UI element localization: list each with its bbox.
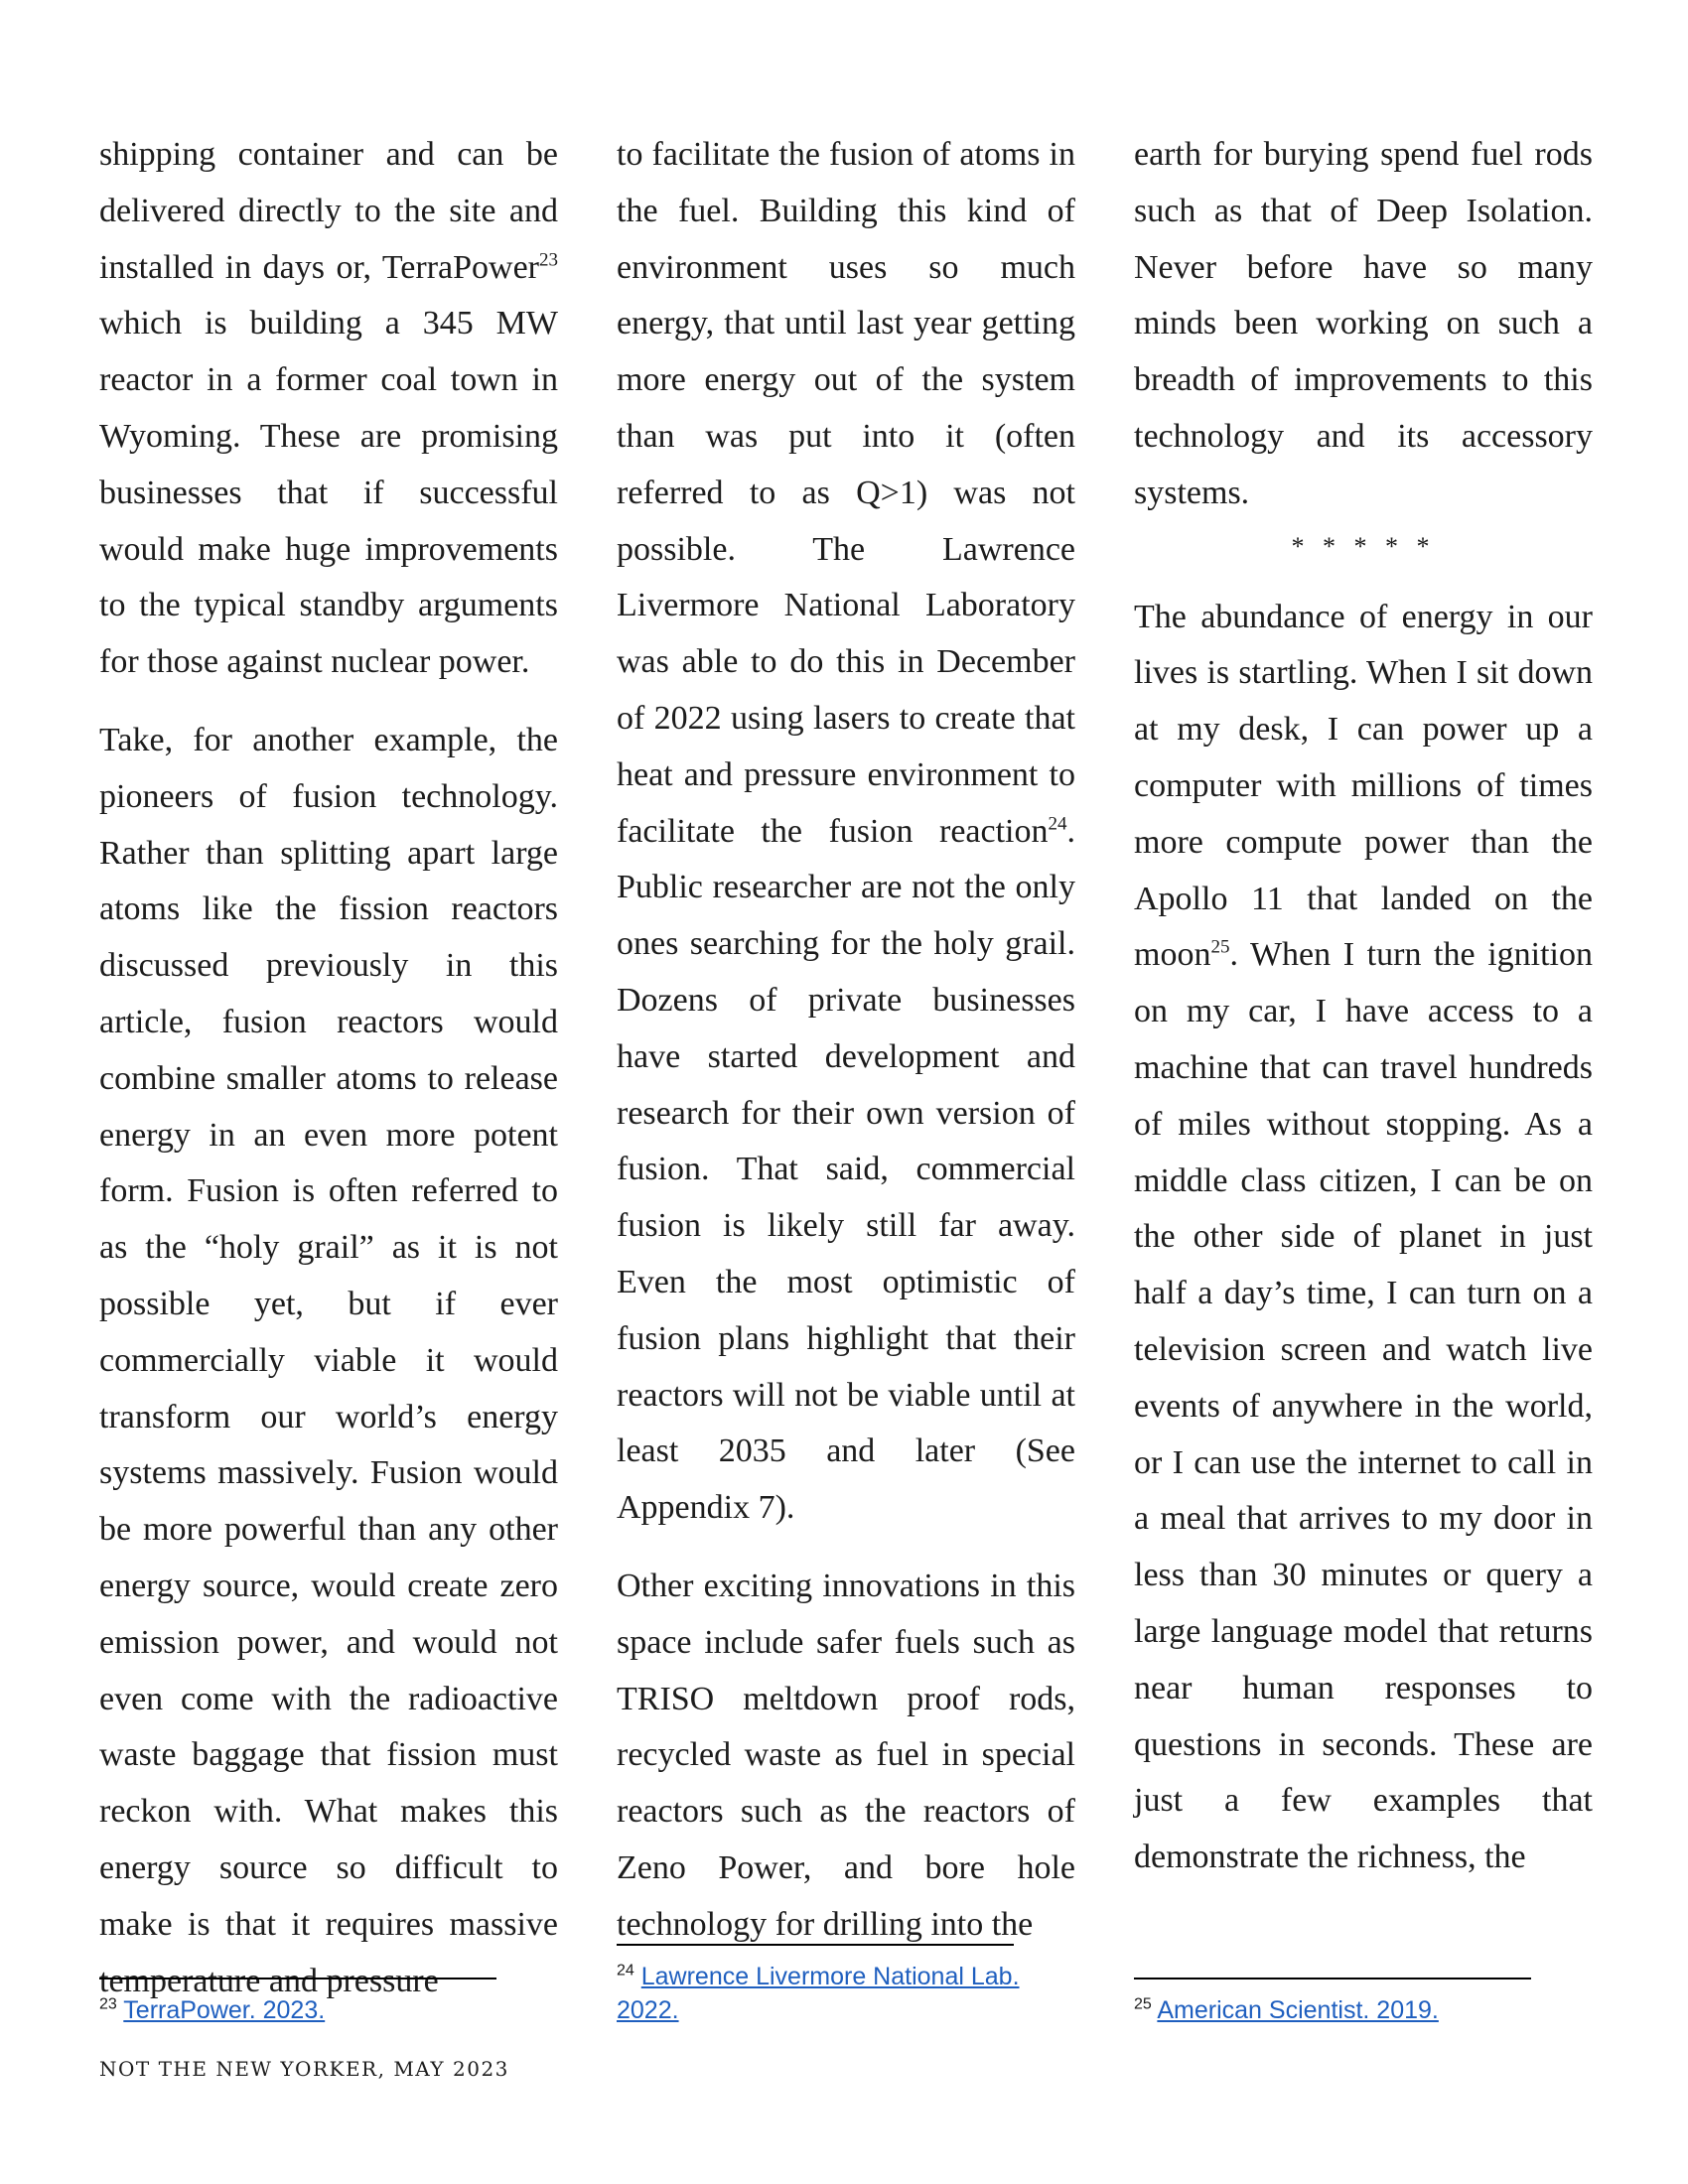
footnote-link[interactable]: TerraPower. 2023. — [123, 1996, 326, 2024]
footnote-25 — [1134, 1993, 1591, 2027]
footnote-link[interactable]: American Scientist. 2019. — [1157, 1996, 1439, 2024]
paragraph — [1134, 127, 1593, 522]
paragraph — [1134, 590, 1593, 1886]
footnote-link[interactable]: Lawrence Livermore National Lab. 2022. — [617, 1963, 1020, 2024]
paragraph-text: Other exciting innovations in this space include safer fuels such as TRISO meltdown proof rods, recycled waste as fuel in special reactors such as the reactors of Zeno Power, and bore hole technology for drilling into the — [617, 1567, 1075, 1943]
section-separator: * * * * * — [1291, 531, 1436, 561]
text-column-2 — [617, 127, 1075, 1954]
paragraph-text: Take, for another example, the pioneers of fusion technology. Rather than splitting apart large atoms like the fission reactors discussed previously in this article, fusion reactors would combine smaller atoms to release energy in an even more potent form. Fusion is often referred to as the “holy grail” as it is not possible yet, but if ever commercially viable it would transform our world’s energy systems massively. Fusion would be more powerful than any other energy source, would create zero emission power, and would not even come with the radioactive waste baggage that fission must reckon with. What makes this energy source so difficult to make is that it requires massive temperature and pressure — [99, 721, 558, 1999]
paragraph-text: shipping container and can be delivered directly to the site and installed in days or, TerraPower — [99, 136, 558, 286]
footnote-divider — [1134, 1978, 1531, 1979]
text-column-1 — [99, 127, 558, 2009]
paragraph-text: . Public researcher are not the only ones searching for the holy grail. Dozens of private businesses have started development and research for their own version of fusion. That said, commercial fusion is likely still far away. Even the most optimistic of fusion plans highlight that their reactors will not be viable until at least 2035 and later (See Appendix 7). — [617, 812, 1075, 1527]
footnote-divider — [99, 1978, 496, 1979]
paragraph — [617, 1559, 1075, 1954]
text-column-3 — [1134, 127, 1593, 1886]
paragraph — [99, 713, 558, 2009]
footnote-24 — [617, 1960, 1054, 2027]
footnote-divider — [617, 1944, 1014, 1946]
paragraph-text: . When I turn the ignition on my car, I have access to a machine that can travel hundreds of miles without stopping. As a middle class citizen, I can be on the other side of planet in just half a day’s time, I can turn on a television screen and watch live events of anywhere in the world, or I can use the internet to call in a meal that arrives to my door in less than 30 minutes or query a large language model that returns near human responses to questions in seconds. These are just a few examples that demonstrate the richness, the — [1134, 936, 1593, 1876]
paragraph — [99, 127, 558, 691]
paragraph-text: to facilitate the fusion of atoms in the fuel. Building this kind of environment uses so much energy, that until last year getting more energy out of the system than was put into it (often referred to as Q>1) was not possible. The Lawrence Livermore National Laboratory was able to do this in December of 2022 using lasers to create that heat and pressure environment to facilitate the fusion reaction — [617, 136, 1075, 850]
paragraph-text: earth for burying spend fuel rods such as that of Deep Isolation. Never before have so many minds been working on such a breadth of improvements to this technology and its accessory systems. — [1134, 136, 1593, 511]
running-footer: NOT THE NEW YORKER, MAY 2023 — [99, 2057, 509, 2081]
footnote-23 — [99, 1993, 556, 2027]
paragraph-text: which is building a 345 MW reactor in a former coal town in Wyoming. These are promising businesses that if successful would make huge improvements to the typical standby arguments for those against nuclear power. — [99, 305, 558, 681]
footnote-reference-25[interactable]: 25 — [1210, 937, 1230, 959]
footnote-reference-24[interactable]: 24 — [1048, 813, 1067, 835]
footnote-number: 25 — [1134, 1995, 1152, 2013]
footnote-number: 23 — [99, 1995, 117, 2013]
paragraph-text: The abundance of energy in our lives is startling. When I sit down at my desk, I can power up a computer with millions of times more compute power than the Apollo 11 that landed on the moon — [1134, 598, 1593, 974]
footnote-reference-23[interactable]: 23 — [539, 249, 558, 271]
paragraph — [617, 127, 1075, 1537]
footnote-number: 24 — [617, 1962, 634, 1979]
